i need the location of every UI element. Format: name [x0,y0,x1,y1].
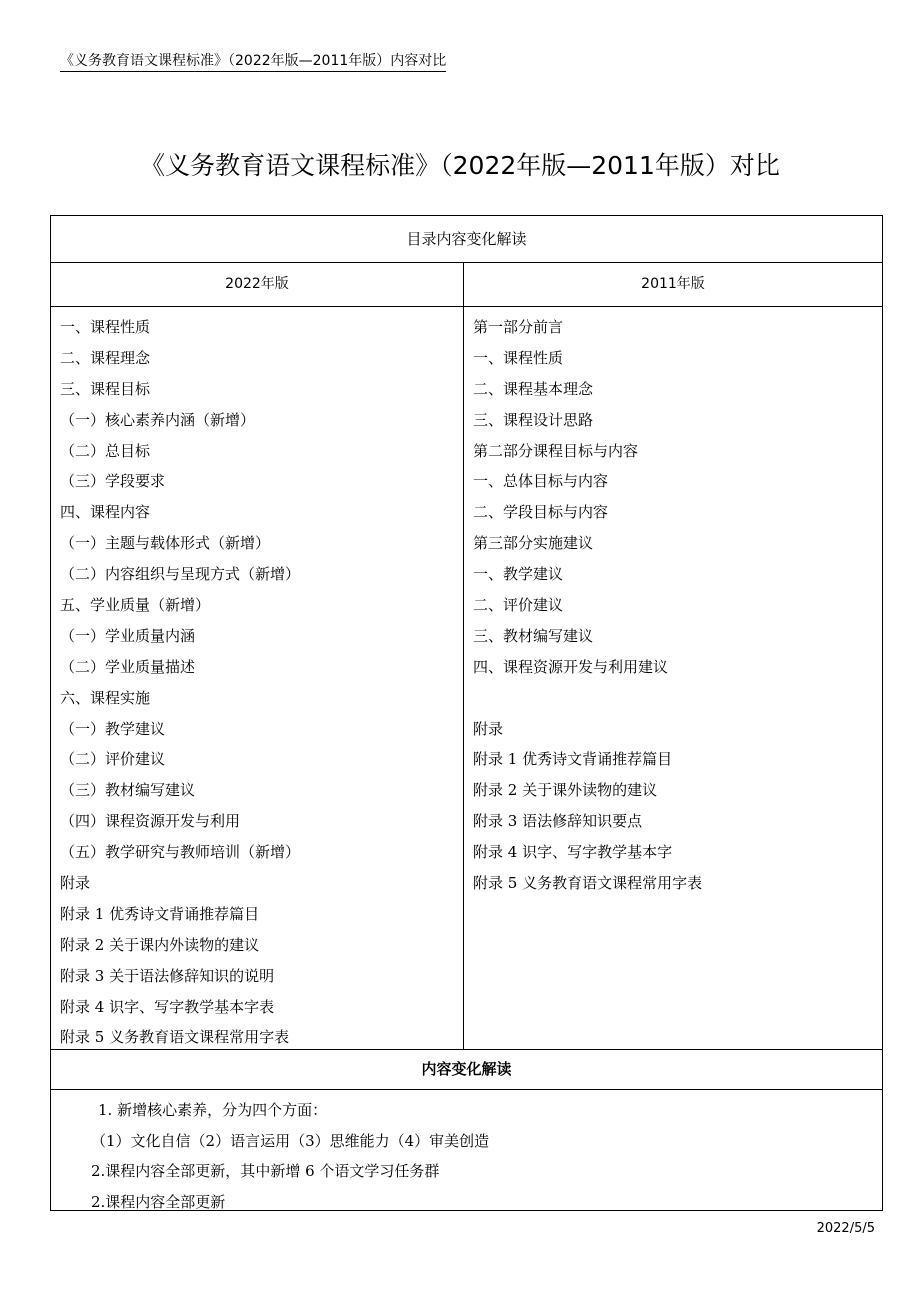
list-item: 附录 3 关于语法修辞知识的说明 [60,966,275,985]
page-header: 《义务教育语文课程标准》（2022年版—2011年版）内容对比 [60,52,446,72]
list-item: 第三部分实施建议 [473,534,594,553]
list-item: 一、总体目标与内容 [473,472,609,491]
list-item: 附录 1 优秀诗文背诵推荐篇目 [473,750,673,769]
list-item: 附录 [60,874,91,893]
list-item: 附录 5 义务教育语文课程常用字表 [473,874,703,893]
column-header-row [51,263,882,307]
list-item: 2.课程内容全部更新 [91,1192,226,1211]
list-item: 四、课程资源开发与利用建议 [473,657,669,676]
list-item: （三）学段要求 [60,472,166,491]
toc-row [51,307,882,1050]
notes-list [51,1090,882,1210]
list-item: （一）教学建议 [60,719,166,738]
list-item: 2.课程内容全部更新，其中新增 6 个语文学习任务群 [91,1162,440,1180]
list-item: （一）核心素养内涵（新增） [60,410,256,429]
list-item: 三、课程目标 [60,379,151,398]
list-item: 附录 1 优秀诗文背诵推荐篇目 [60,904,260,923]
list-item: 三、教材编写建议 [473,626,594,645]
toc-2022-cell [51,307,464,1049]
list-item: （二）评价建议 [60,750,166,769]
list-item: （一）主题与载体形式（新增） [60,534,271,553]
list-item: （三）教材编写建议 [60,781,196,800]
list-item: 二、学段目标与内容 [473,503,609,522]
section2-title: 内容变化解读 [51,1050,882,1090]
list-item: 附录 5 义务教育语文课程常用字表 [60,1028,290,1047]
list-item: 附录 4 识字、写字教学基本字 [473,843,673,862]
list-item: 附录 3 语法修辞知识要点 [473,812,643,831]
list-item: （四）课程资源开发与利用 [60,812,241,831]
list-item: 附录 4 识字、写字教学基本字表 [60,997,275,1016]
list-item: 二、课程理念 [60,348,151,367]
list-item: 附录 2 关于课内外读物的建议 [60,935,260,954]
list-item: （二）学业质量描述 [60,657,196,676]
list-item: 第一部分前言 [473,318,564,336]
list-item: 二、课程基本理念 [473,379,594,398]
list-item: （一）学业质量内涵 [60,626,196,645]
list-item: 附录 2 关于课外读物的建议 [473,781,658,800]
column-header-2022: 2022年版 [51,263,464,306]
list-item: （二）总目标 [60,441,151,460]
list-item: 六、课程实施 [60,688,151,707]
list-item: 一、课程性质 [60,318,151,336]
list-item: （二）内容组织与呈现方式（新增） [60,565,301,584]
list-item: 第二部分课程目标与内容 [473,441,639,460]
footer-date: 2022/5/5 [816,1221,875,1236]
list-item [473,683,882,714]
toc-2022-list [51,307,463,1053]
list-item: 一、课程性质 [473,348,564,367]
column-header-2011: 2011年版 [641,276,705,292]
list-item: 三、课程设计思路 [473,410,594,429]
list-item: （1）文化自信（2）语言运用（3）思维能力（4）审美创造 [91,1131,490,1150]
list-item: （五）教学研究与教师培训（新增） [60,843,301,862]
comparison-table [50,215,883,1211]
list-item: 五、学业质量（新增） [60,596,211,615]
toc-2011-list [464,307,882,899]
toc-2011-cell [464,307,882,1049]
list-item: 四、课程内容 [60,503,151,522]
list-item: 一、教学建议 [473,565,564,584]
page-title: 《义务教育语文课程标准》（2022年版—2011年版）对比 [140,151,780,180]
list-item: 二、评价建议 [473,596,564,615]
list-item: 1. 新增核心素养，分为四个方面： [98,1101,328,1119]
list-item: 附录 [473,719,504,738]
section1-title: 目录内容变化解读 [51,216,882,263]
